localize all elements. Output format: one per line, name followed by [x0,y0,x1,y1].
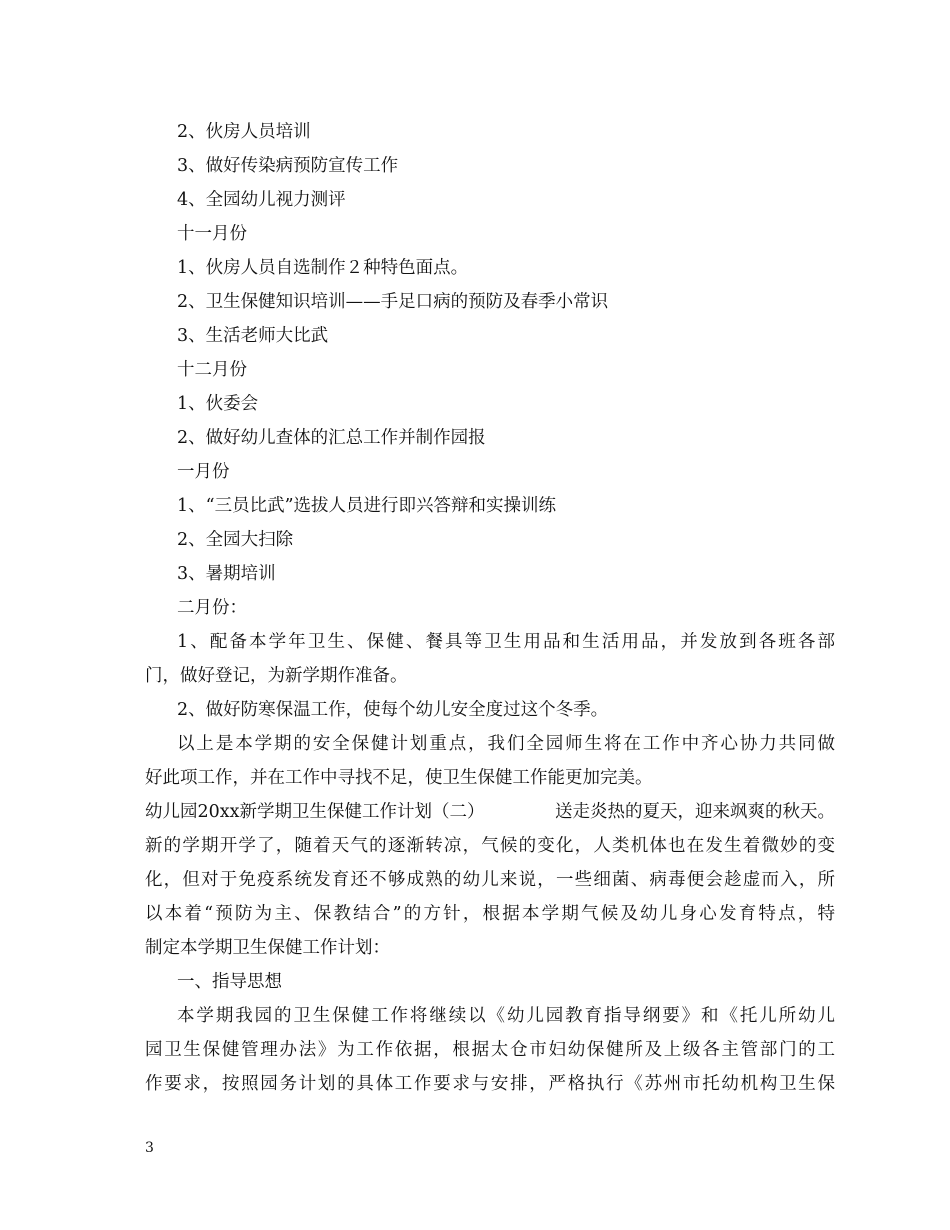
page-number: 3 [145,1140,154,1156]
paragraph-line: 作要求，按照园务计划的具体工作要求与安排，严格执行《苏州市托幼机构卫生保 [145,1074,835,1094]
paragraph-line: 新的学期开学了，随着天气的逐渐转凉，气候的变化，人类机体也在发生着微妙的变 [145,836,835,856]
section-heading: 十一月份 [177,224,247,244]
paragraph-line: 以本着“预防为主、保教结合”的方针，根据本学期气候及幼儿身心发育特点，特 [145,904,835,924]
paragraph-line: 化，但对于免疫系统发育还不够成熟的幼儿来说，一些细菌、病毒便会趁虚而入，所 [145,870,835,890]
document-title: 幼儿园20xx新学期卫生保健工作计划（二） [145,802,485,822]
paragraph-line: 4、全园幼儿视力测评 [177,190,346,210]
paragraph-line: 1、伙房人员自选制作２种特色面点。 [177,258,469,278]
paragraph-line: 1、伙委会 [177,394,259,414]
paragraph-line: 3、生活老师大比武 [177,326,329,346]
section-heading: 二月份： [177,598,247,618]
paragraph-line: 制定本学期卫生保健工作计划： [145,938,390,958]
paragraph-line: 2、做好幼儿查体的汇总工作并制作园报 [177,428,486,448]
paragraph-line: 门，做好登记，为新学期作准备。 [145,666,408,686]
paragraph-line: 2、卫生保健知识培训——手足口病的预防及春季小常识 [177,292,609,312]
intro-sentence: 送走炎热的夏天，迎来飒爽的秋天。 [555,802,835,822]
section-heading: 十二月份 [177,360,247,380]
document-title-line [145,795,835,829]
paragraph-line: 3、做好传染病预防宣传工作 [177,156,399,176]
paragraph-line: 1、配备本学年卫生、保健、餐具等卫生用品和生活用品，并发放到各班各部 [177,632,835,652]
paragraph-line: 1、“三员比武”选拔人员进行即兴答辩和实操训练 [177,496,557,516]
paragraph-line: 以上是本学期的安全保健计划重点，我们全园师生将在工作中齐心协力共同做 [177,734,835,754]
paragraph-line: 2、做好防寒保温工作，使每个幼儿安全度过这个冬季。 [177,700,609,720]
paragraph-line: 好此项工作，并在工作中寻找不足，使卫生保健工作能更加完美。 [145,768,653,788]
paragraph-line: 园卫生保健管理办法》为工作依据，根据太仓市妇幼保健所及上级各主管部门的工 [145,1040,835,1060]
paragraph-line: 3、暑期培训 [177,564,276,584]
paragraph-line: 2、全园大扫除 [177,530,294,550]
section-heading: 一月份 [177,462,230,482]
paragraph-line: 本学期我园的卫生保健工作将继续以《幼儿园教育指导纲要》和《托儿所幼儿 [177,1006,835,1026]
page-body [145,115,835,1101]
paragraph-line: 2、伙房人员培训 [177,122,311,142]
section-heading: 一、指导思想 [177,972,282,992]
